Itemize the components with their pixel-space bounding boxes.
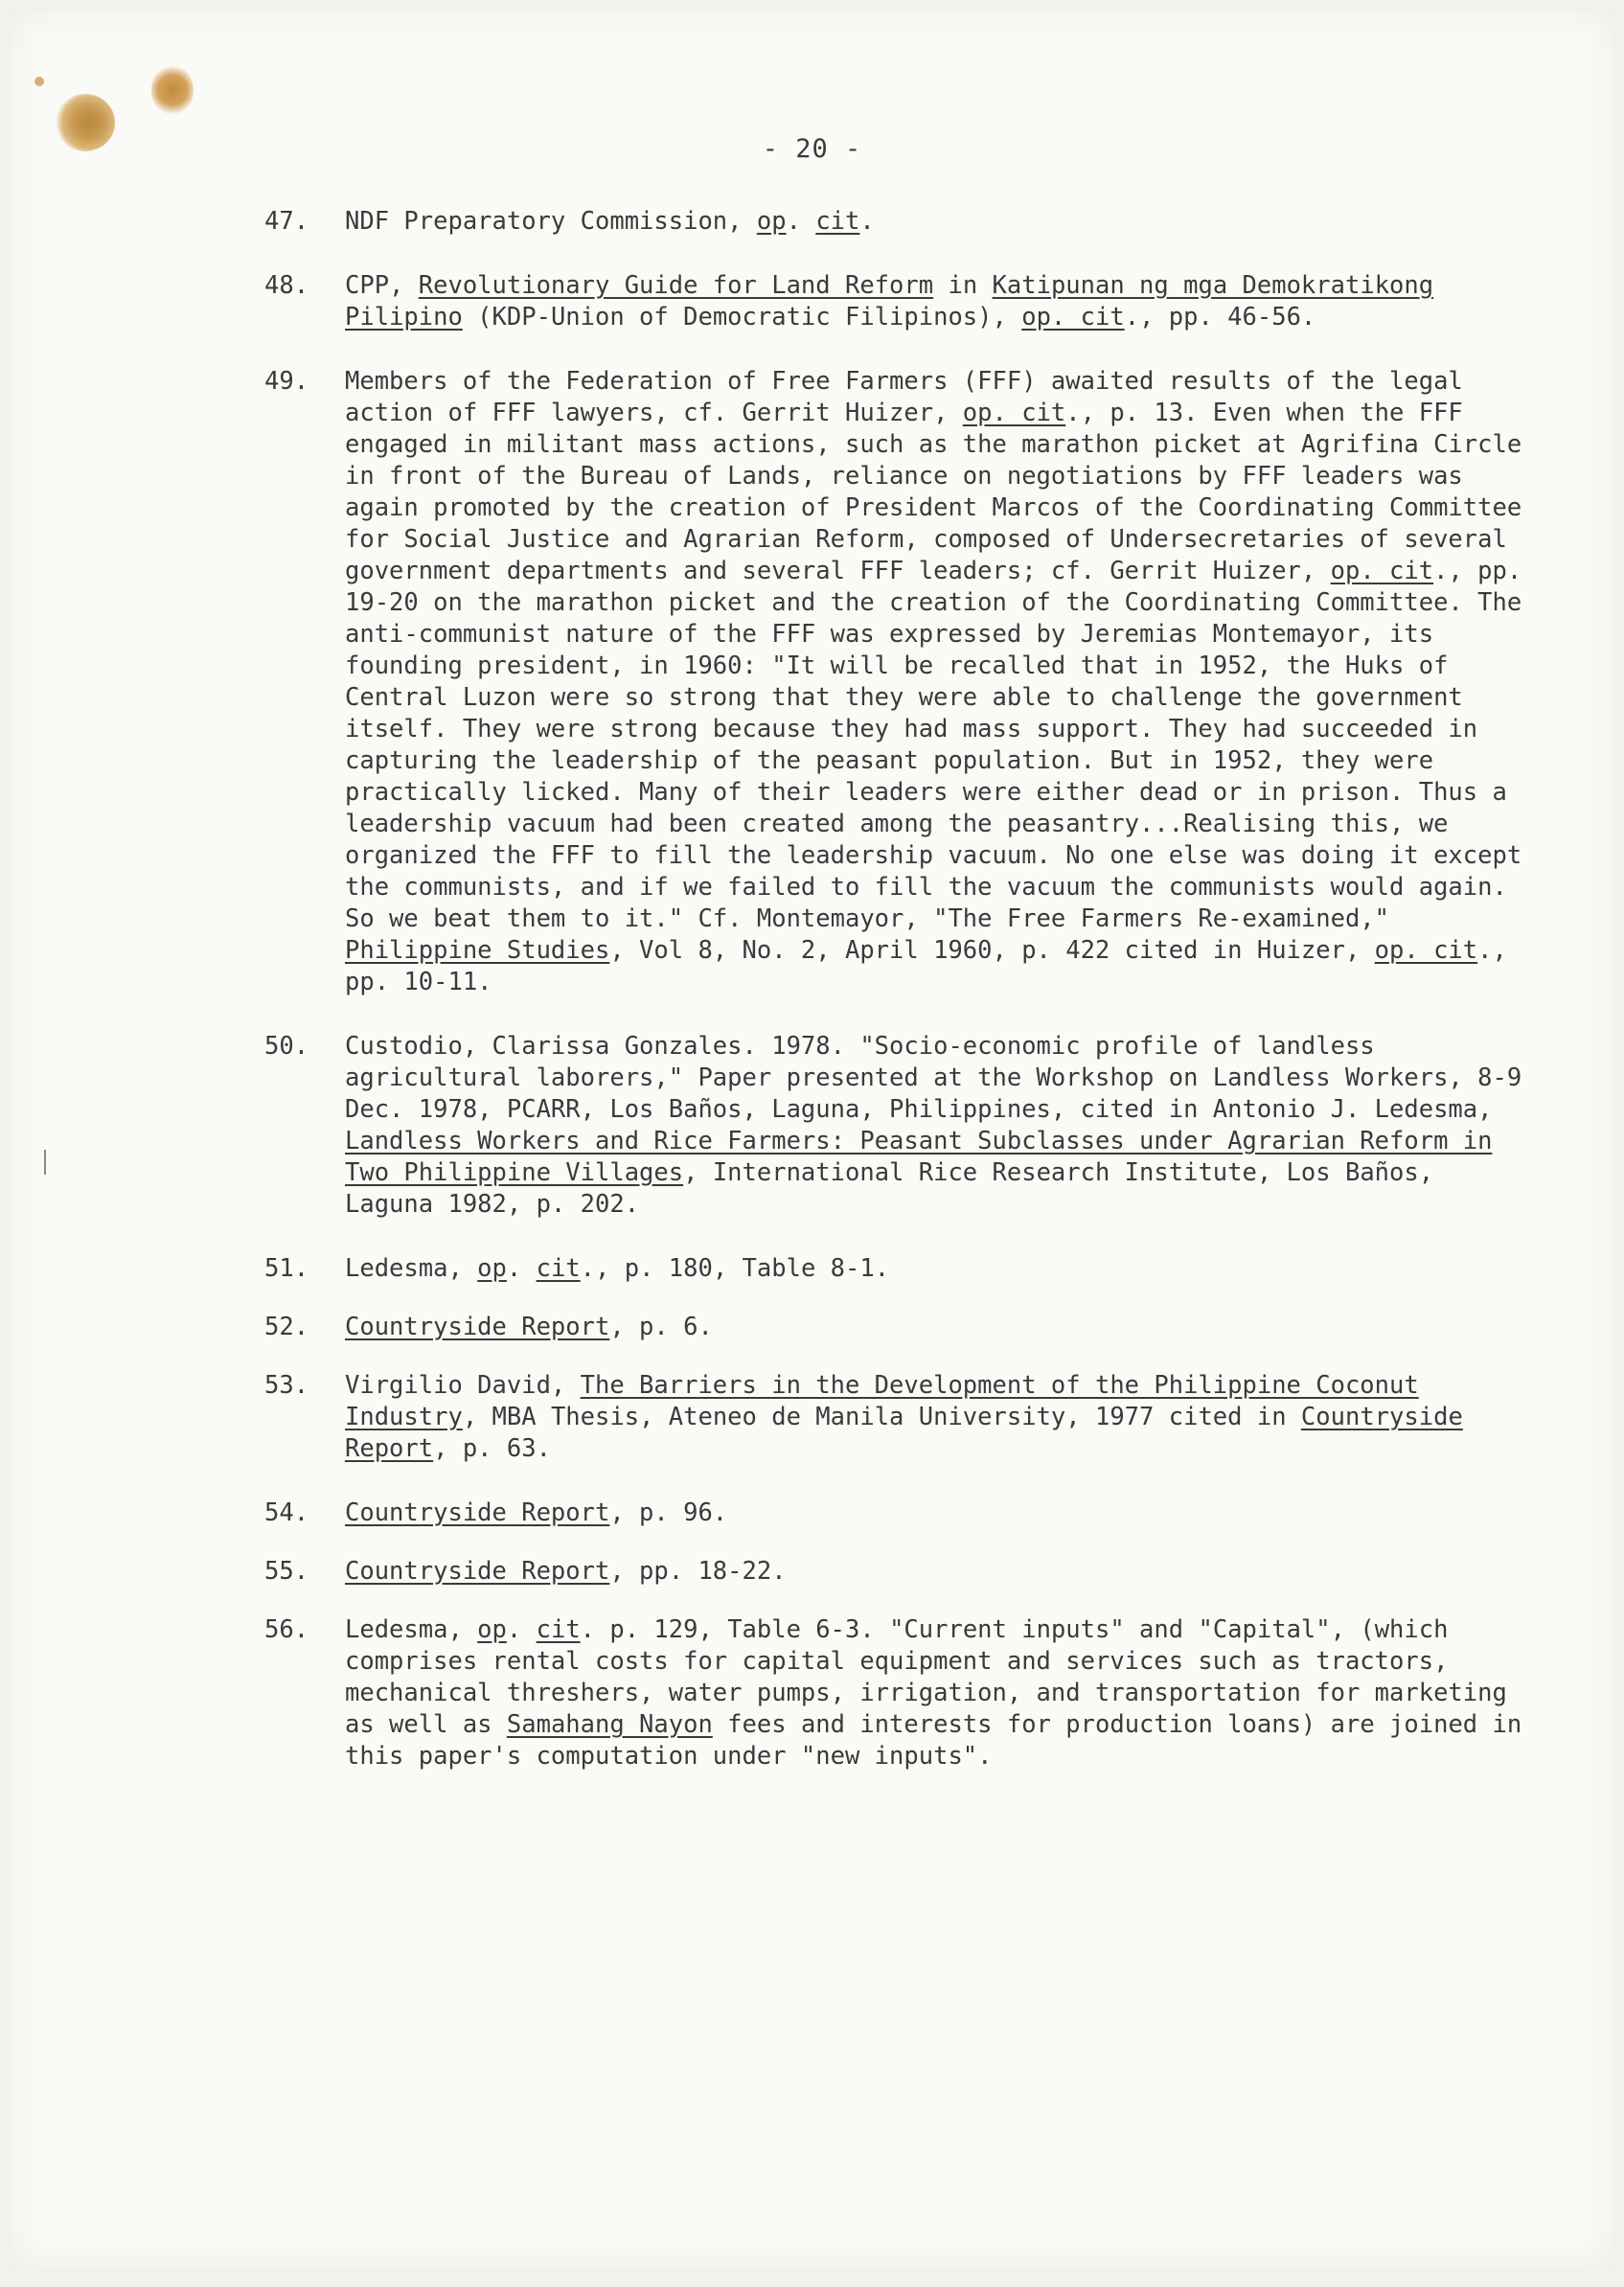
endnote-text <box>345 1557 787 1586</box>
text-run: CPP, <box>345 271 419 300</box>
text-run: in <box>933 271 993 300</box>
text-run: . <box>506 1615 537 1644</box>
text-run: , pp. 18-22. <box>609 1557 787 1586</box>
underlined-title: op. cit <box>962 399 1066 427</box>
text-run: Ledesma, <box>345 1254 478 1283</box>
underlined-title: Countryside Report <box>345 1313 610 1341</box>
underlined-title: Countryside Report <box>345 1498 610 1527</box>
endnotes-list <box>264 206 1523 1805</box>
endnote <box>264 1614 1523 1772</box>
text-run: . p. 129, Table 6-3. "Current inputs" and "Capital", (which comprises rental costs for capital equipment and services such as tractors, mechanical threshers, water pumps, irrigation, and transportation for marketing as well as <box>345 1615 1507 1739</box>
text-run: , p. 6. <box>609 1313 713 1341</box>
endnote-number: 53. <box>264 1371 309 1400</box>
page-number: - 20 - <box>762 134 862 164</box>
endnote-number: 56. <box>264 1615 309 1644</box>
text-run: Virgilio David, <box>345 1371 581 1400</box>
underlined-title: op. cit <box>1021 303 1125 332</box>
endnote <box>264 206 1523 238</box>
endnote-number: 55. <box>264 1557 309 1586</box>
stain-mark <box>151 65 194 115</box>
endnote-text <box>345 207 875 236</box>
endnote <box>264 1312 1523 1343</box>
text-run: ., p. 13. Even when the FFF engaged in militant mass actions, such as the marathon picket at Agrifina Circle in front of the Bureau of Lands, reliance on negotiations by FFF leaders was again promoted by the creation of President Marcos of the Coordinating Committee for Social Justice and Agrarian Reform, composed of Undersecretaries of several government departments and several FFF leaders; cf. Gerrit Huizer, <box>345 399 1522 585</box>
underlined-title: The Barriers in the Development of the Philippine Coconut Industry <box>345 1371 1419 1431</box>
endnote-text <box>345 1371 1463 1463</box>
endnote <box>264 1031 1523 1221</box>
underlined-title: Samahang Nayon <box>506 1710 713 1739</box>
endnote-number: 51. <box>264 1254 309 1283</box>
endnote <box>264 1253 1523 1285</box>
endnote-number: 47. <box>264 207 309 236</box>
underlined-title: cit <box>536 1615 581 1644</box>
underlined-title: Landless Workers and Rice Farmers: Peasant Subclasses under Agrarian Reform in Two Philippine Villages <box>345 1127 1493 1187</box>
endnote-text <box>345 1254 889 1283</box>
endnote-number: 50. <box>264 1032 309 1061</box>
text-run: ., pp. 46-56. <box>1124 303 1316 332</box>
underlined-title: op <box>477 1254 507 1283</box>
underlined-title: cit <box>815 207 860 236</box>
endnote-number: 54. <box>264 1498 309 1527</box>
endnote <box>264 1498 1523 1529</box>
text-run: fees and interests for production loans) are joined in this paper's computation under "new inputs". <box>345 1710 1522 1771</box>
endnote-text <box>345 271 1433 332</box>
text-run: Custodio, Clarissa Gonzales. 1978. "Socio-economic profile of landless agricultural laborers," Paper presented at the Workshop on Landless Workers, 8-9 Dec. 1978, PCARR, Los Baños, Laguna, Philippines, cited in Antonio J. Ledesma, <box>345 1032 1522 1124</box>
endnote-text <box>345 1498 727 1527</box>
underlined-title: op. cit <box>1374 936 1478 965</box>
underlined-title: op <box>756 207 787 236</box>
text-run: Ledesma, <box>345 1615 478 1644</box>
text-run: , Vol 8, No. 2, April 1960, p. 422 cited in Huizer, <box>609 936 1375 965</box>
underlined-title: Katipunan ng mga Demokratikong Pilipino <box>345 271 1434 332</box>
margin-mark <box>44 1150 46 1175</box>
underlined-title: op. cit <box>1330 557 1434 585</box>
text-run: ., p. 180, Table 8-1. <box>580 1254 890 1283</box>
text-run: ., pp. 19-20 on the marathon picket and the creation of the Coordinating Committee. The anti-communist nature of the FFF was expressed by Jeremias Montemayor, its founding president, in 1960: "It will be recalled that in 1952, the Huks of Central Luzon were so strong that they were able to challenge the government itself. They were strong because they had mass support. They had succeeded in capturing the leadership of the peasant population. But in 1952, they were practically licked. Many of their leaders were either dead or in prison. Thus a leadership vacuum had been created among the peasantry...Realising this, we organized the FFF to fill the leadership vacuum. No one else was doing it except the communists, and if we failed to fill the vacuum the communists would again. So we beat them to it." Cf. Montemayor, "The Free Farmers Re-examined," <box>345 557 1522 933</box>
endnote-text <box>345 1032 1521 1219</box>
endnote-text <box>345 367 1521 996</box>
underlined-title: Revolutionary Guide for Land Reform <box>418 271 934 300</box>
endnote <box>264 366 1523 998</box>
underlined-title: Philippine Studies <box>345 936 610 965</box>
endnote <box>264 1556 1523 1588</box>
text-run: . <box>859 207 875 236</box>
text-run: , International Rice Research Institute, Los Baños, Laguna 1982, p. 202. <box>345 1158 1434 1219</box>
text-run: , p. 96. <box>609 1498 728 1527</box>
endnote-number: 48. <box>264 271 309 300</box>
text-run: ., pp. 10-11. <box>345 936 1507 996</box>
text-run: . <box>506 1254 537 1283</box>
text-run: NDF Preparatory Commission, <box>345 207 757 236</box>
text-run: (KDP-Union of Democratic Filipinos), <box>462 303 1022 332</box>
document-page <box>10 10 1614 2268</box>
underlined-title: op <box>477 1615 507 1644</box>
endnote-text <box>345 1615 1521 1771</box>
endnote-text <box>345 1313 713 1341</box>
text-run: Members of the Federation of Free Farmers (FFF) awaited results of the legal action of FFF lawyers, cf. Gerrit Huizer, <box>345 367 1463 427</box>
underlined-title: cit <box>536 1254 581 1283</box>
endnote-number: 52. <box>264 1313 309 1341</box>
endnote <box>264 1370 1523 1465</box>
text-run: . <box>786 207 816 236</box>
text-run: , MBA Thesis, Ateneo de Manila University, 1977 cited in <box>462 1403 1301 1431</box>
stain-mark <box>34 77 44 86</box>
endnote-number: 49. <box>264 367 309 396</box>
endnote <box>264 270 1523 333</box>
text-run: , p. 63. <box>433 1434 551 1463</box>
underlined-title: Countryside Report <box>345 1557 610 1586</box>
underlined-title: Countryside Report <box>345 1403 1463 1463</box>
